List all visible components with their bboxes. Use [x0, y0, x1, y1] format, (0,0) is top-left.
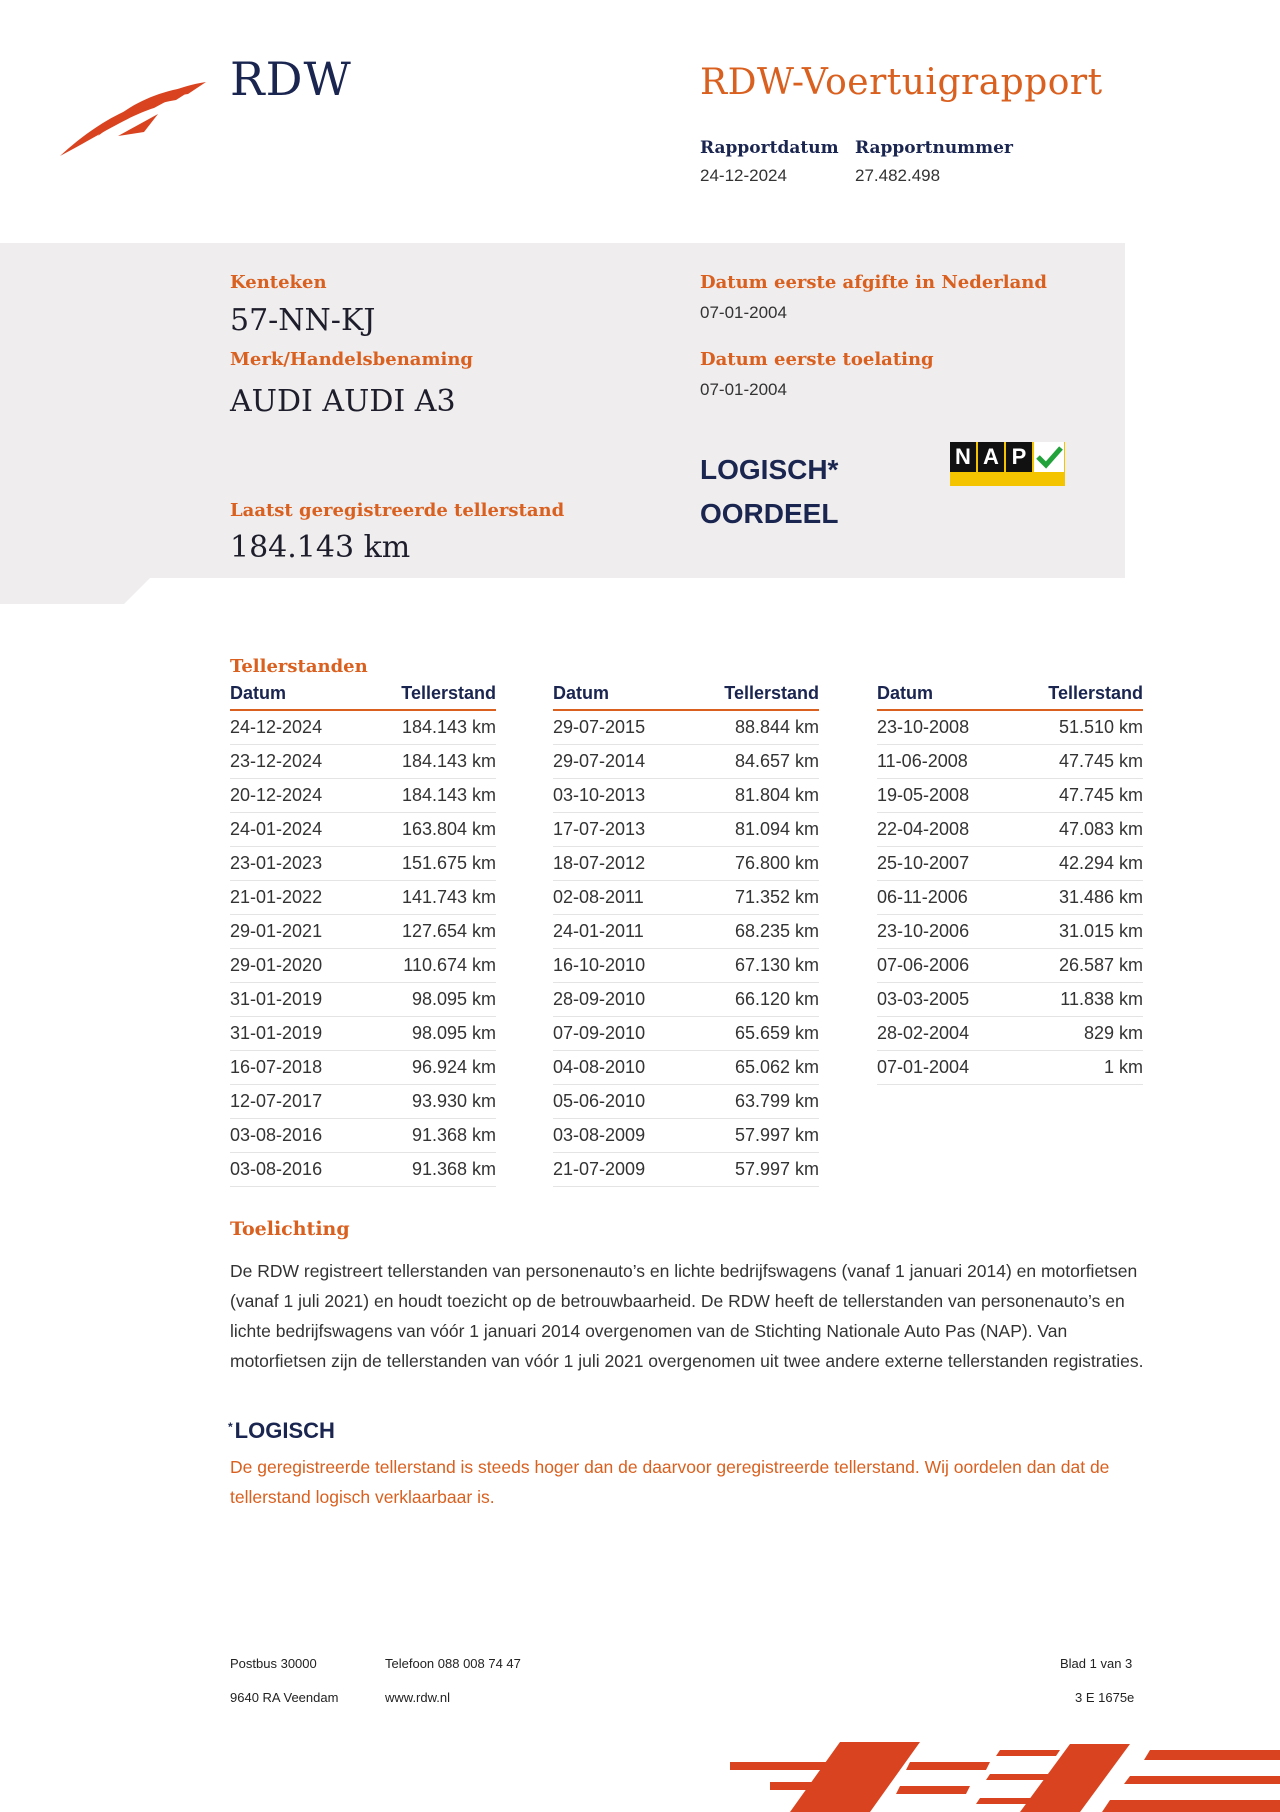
row-mileage: 93.930 km	[411, 1091, 496, 1111]
band-notch	[0, 578, 150, 604]
kenteken-value: 57-NN-KJ	[230, 303, 376, 338]
row-mileage: 110.674 km	[403, 955, 496, 975]
table-header	[553, 683, 819, 711]
tellerstanden-column-1	[230, 683, 496, 1187]
row-mileage: 47.745 km	[1058, 751, 1143, 771]
table-row	[553, 1153, 819, 1187]
row-date: 07-09-2010	[553, 1023, 646, 1043]
row-date: 03-10-2013	[553, 785, 646, 805]
table-row	[230, 847, 496, 881]
row-mileage: 51.510 km	[1058, 717, 1143, 737]
row-date: 29-01-2020	[230, 955, 323, 975]
row-date: 28-09-2010	[553, 989, 646, 1009]
logisch-title: LOGISCH	[234, 1418, 335, 1443]
tellerstand-label: Laatst geregistreerde tellerstand	[230, 500, 565, 521]
table-row	[553, 881, 819, 915]
table-row	[553, 983, 819, 1017]
table-header	[230, 683, 496, 711]
nap-logo	[950, 442, 1065, 486]
table-row	[553, 915, 819, 949]
row-date: 29-07-2014	[553, 751, 646, 771]
rdw-logo-icon	[58, 80, 208, 160]
row-mileage: 1 km	[1103, 1057, 1143, 1077]
row-mileage: 184.143 km	[401, 717, 496, 737]
row-date: 24-12-2024	[230, 717, 323, 737]
row-date: 23-01-2023	[230, 853, 323, 873]
row-date: 07-01-2004	[877, 1057, 970, 1077]
row-date: 03-08-2016	[230, 1125, 323, 1145]
table-row	[230, 1153, 496, 1187]
table-row	[230, 1085, 496, 1119]
row-mileage: 47.083 km	[1058, 819, 1143, 839]
row-mileage: 184.143 km	[401, 785, 496, 805]
footer-telefoon: Telefoon 088 008 74 47	[385, 1656, 521, 1671]
table-row	[230, 1017, 496, 1051]
row-date: 24-01-2011	[553, 921, 644, 941]
merk-label: Merk/Handelsbenaming	[230, 349, 474, 370]
checkmark-icon	[1034, 442, 1064, 472]
row-date: 25-10-2007	[877, 853, 970, 873]
table-row	[877, 1051, 1143, 1085]
table-row	[877, 881, 1143, 915]
nap-letter-n: N	[950, 442, 976, 472]
column-header-tellerstand: Tellerstand	[724, 683, 819, 703]
row-date: 06-11-2006	[877, 887, 968, 907]
row-mileage: 88.844 km	[734, 717, 819, 737]
row-mileage: 65.062 km	[734, 1057, 819, 1077]
row-date: 23-12-2024	[230, 751, 323, 771]
toelating-value: 07-01-2004	[700, 380, 787, 399]
row-date: 20-12-2024	[230, 785, 323, 805]
table-row	[877, 915, 1143, 949]
verdict-oordeel: OORDEEL	[700, 498, 839, 529]
kenteken-label: Kenteken	[230, 272, 327, 293]
summary-band	[0, 243, 1125, 578]
logisch-text: De geregistreerde tellerstand is steeds hoger dan de daarvoor geregistreerde tellerstand. Wij oordelen dan dat de tellerstand logisch verklaarbaar is.	[230, 1457, 1110, 1507]
row-date: 03-08-2009	[553, 1125, 646, 1145]
footer-code: 3 E 1675e	[1075, 1690, 1135, 1705]
toelichting-title: Toelichting	[230, 1218, 350, 1240]
table-row	[553, 779, 819, 813]
row-mileage: 91.368 km	[411, 1125, 496, 1145]
report-title: RDW-Voertuigrapport	[700, 62, 1103, 103]
table-row	[553, 745, 819, 779]
row-mileage: 67.130 km	[734, 955, 819, 975]
row-date: 23-10-2006	[877, 921, 970, 941]
row-mileage: 76.800 km	[734, 853, 819, 873]
row-date: 28-02-2004	[877, 1023, 970, 1043]
table-row	[230, 915, 496, 949]
column-header-datum: Datum	[230, 683, 287, 703]
row-mileage: 31.015 km	[1058, 921, 1143, 941]
row-mileage: 163.804 km	[401, 819, 496, 839]
row-mileage: 71.352 km	[734, 887, 819, 907]
table-row	[553, 949, 819, 983]
row-mileage: 98.095 km	[411, 989, 496, 1009]
row-mileage: 57.997 km	[734, 1159, 819, 1179]
row-mileage: 84.657 km	[734, 751, 819, 771]
row-date: 23-10-2008	[877, 717, 970, 737]
table-row	[553, 813, 819, 847]
column-header-tellerstand: Tellerstand	[1048, 683, 1143, 703]
row-mileage: 65.659 km	[734, 1023, 819, 1043]
table-row	[877, 745, 1143, 779]
footer-postbus: Postbus 30000	[230, 1656, 317, 1671]
table-row	[877, 779, 1143, 813]
row-mileage: 42.294 km	[1058, 853, 1143, 873]
table-row	[230, 881, 496, 915]
verdict-logisch: LOGISCH*	[700, 454, 839, 485]
row-mileage: 11.838 km	[1060, 989, 1143, 1009]
row-mileage: 81.094 km	[734, 819, 819, 839]
rapportnummer-value: 27.482.498	[855, 166, 941, 185]
row-date: 29-07-2015	[553, 717, 646, 737]
table-row	[877, 949, 1143, 983]
footer-city: 9640 RA Veendam	[230, 1690, 339, 1705]
rapportnummer-label: Rapportnummer	[855, 138, 1013, 158]
row-date: 19-05-2008	[877, 785, 970, 805]
table-row	[553, 711, 819, 745]
afgifte-label: Datum eerste afgifte in Nederland	[700, 272, 1047, 293]
tellerstanden-column-3	[877, 683, 1143, 1085]
tellerstanden-title: Tellerstanden	[230, 656, 368, 677]
decorative-stripes	[730, 1740, 1280, 1812]
column-header-datum: Datum	[553, 683, 610, 703]
rapportdatum-value: 24-12-2024	[700, 166, 787, 185]
table-row	[230, 949, 496, 983]
footer-page: Blad 1 van 3	[1060, 1656, 1133, 1671]
merk-value: AUDI AUDI A3	[230, 384, 456, 419]
row-mileage: 57.997 km	[734, 1125, 819, 1145]
row-mileage: 127.654 km	[401, 921, 496, 941]
table-row	[553, 1051, 819, 1085]
row-mileage: 151.675 km	[401, 853, 496, 873]
row-date: 24-01-2024	[230, 819, 323, 839]
footer-website: www.rdw.nl	[385, 1690, 451, 1705]
row-mileage: 96.924 km	[411, 1057, 496, 1077]
table-header	[877, 683, 1143, 711]
row-date: 29-01-2021	[230, 921, 323, 941]
row-mileage: 91.368 km	[411, 1159, 496, 1179]
row-mileage: 63.799 km	[734, 1091, 819, 1111]
row-date: 02-08-2011	[553, 887, 644, 907]
tellerstanden-column-2	[553, 683, 819, 1187]
table-row	[877, 847, 1143, 881]
row-mileage: 68.235 km	[734, 921, 819, 941]
column-header-datum: Datum	[877, 683, 934, 703]
row-mileage: 184.143 km	[401, 751, 496, 771]
row-date: 21-01-2022	[230, 887, 323, 907]
row-mileage: 31.486 km	[1058, 887, 1143, 907]
table-row	[553, 1017, 819, 1051]
row-date: 16-10-2010	[553, 955, 646, 975]
row-date: 12-07-2017	[230, 1091, 323, 1111]
toelichting-text: De RDW registreert tellerstanden van personenauto’s en lichte bedrijfswagens (vanaf 1 januari 2014) en motorfietsen (vanaf 1 juli 2021) en houdt toezicht op de betrouwbaarheid. De RDW heeft de tellerstanden van personenauto’s en lichte bedrijfswagens van vóór 1 januari 2014 overgenomen van de Stichting Nationale Auto Pas (NAP). Van motorfietsen zijn de tellerstanden van vóór 1 juli 2021 overgenomen uit twee andere externe tellerstanden registraties.	[230, 1261, 1144, 1371]
rapportdatum-label: Rapportdatum	[700, 138, 839, 158]
row-date: 07-06-2006	[877, 955, 970, 975]
row-date: 22-04-2008	[877, 819, 970, 839]
table-row	[553, 1119, 819, 1153]
table-row	[230, 779, 496, 813]
afgifte-value: 07-01-2004	[700, 303, 787, 322]
nap-letter-p: P	[1006, 442, 1032, 472]
nap-letter-a: A	[978, 442, 1004, 472]
table-row	[877, 813, 1143, 847]
table-row	[877, 1017, 1143, 1051]
row-date: 05-06-2010	[553, 1091, 646, 1111]
table-row	[230, 745, 496, 779]
logisch-heading	[228, 1418, 335, 1444]
table-row	[230, 983, 496, 1017]
row-mileage: 66.120 km	[734, 989, 819, 1009]
row-date: 16-07-2018	[230, 1057, 323, 1077]
row-mileage: 98.095 km	[411, 1023, 496, 1043]
row-date: 17-07-2013	[553, 819, 646, 839]
table-row	[877, 711, 1143, 745]
table-row	[553, 1085, 819, 1119]
logisch-star: *	[228, 1420, 233, 1434]
row-date: 21-07-2009	[553, 1159, 646, 1179]
column-header-tellerstand: Tellerstand	[401, 683, 496, 703]
row-mileage: 47.745 km	[1058, 785, 1143, 805]
toelating-label: Datum eerste toelating	[700, 349, 934, 370]
row-mileage: 26.587 km	[1058, 955, 1143, 975]
row-date: 03-03-2005	[877, 989, 970, 1009]
table-row	[553, 847, 819, 881]
table-row	[877, 983, 1143, 1017]
table-row	[230, 711, 496, 745]
table-row	[230, 1051, 496, 1085]
table-row	[230, 813, 496, 847]
table-row	[230, 1119, 496, 1153]
row-date: 31-01-2019	[230, 989, 323, 1009]
row-date: 11-06-2008	[877, 751, 968, 771]
row-mileage: 81.804 km	[734, 785, 819, 805]
row-date: 18-07-2012	[553, 853, 646, 873]
tellerstand-value: 184.143 km	[230, 530, 411, 565]
row-mileage: 829 km	[1083, 1023, 1143, 1043]
row-date: 04-08-2010	[553, 1057, 646, 1077]
row-date: 31-01-2019	[230, 1023, 323, 1043]
brand-name: RDW	[230, 52, 352, 106]
row-mileage: 141.743 km	[401, 887, 496, 907]
row-date: 03-08-2016	[230, 1159, 323, 1179]
